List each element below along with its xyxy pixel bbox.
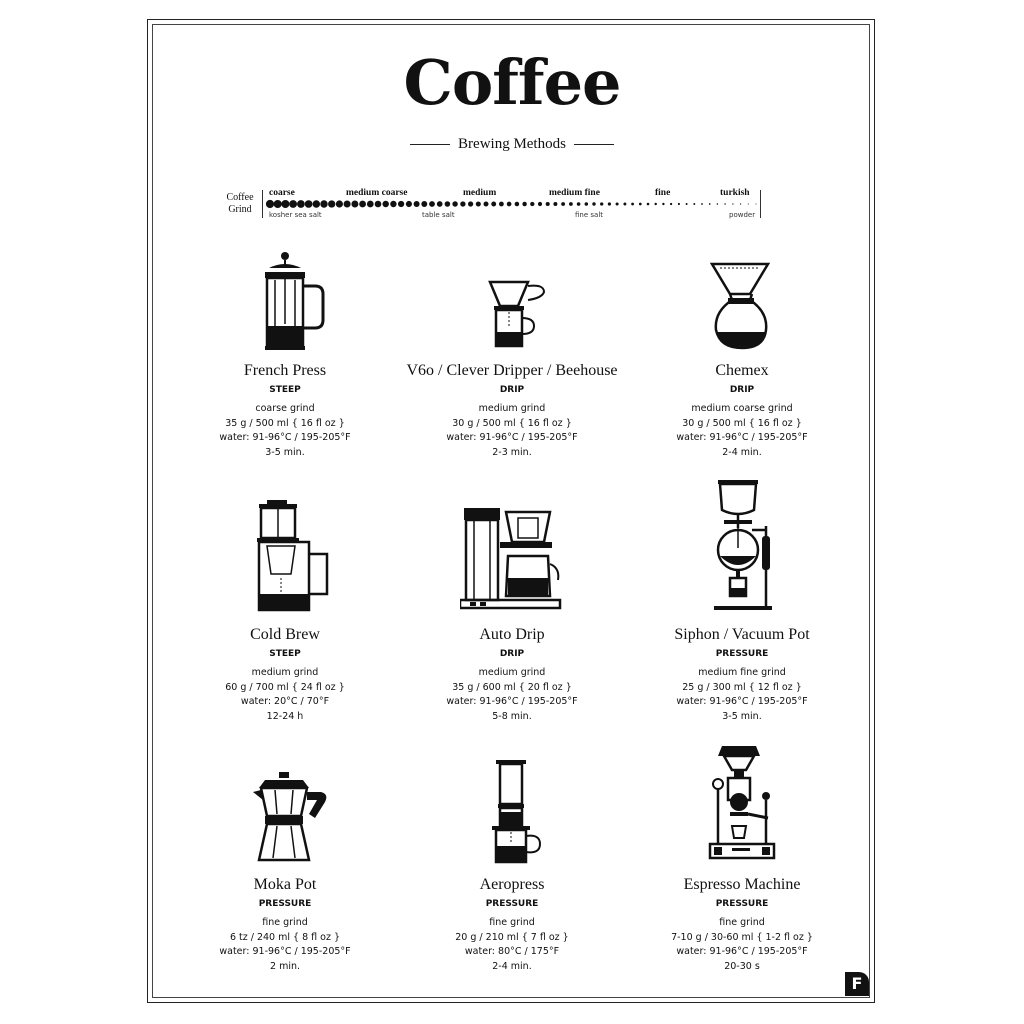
poster-subtitle bbox=[0, 136, 1024, 153]
time-text: 5-8 min. bbox=[492, 710, 532, 722]
water-text: water: 80°C / 175°F bbox=[464, 946, 560, 957]
salt-ref-kosher: kosher sea salt bbox=[269, 211, 322, 219]
grind-dot bbox=[756, 204, 757, 205]
grind-dot bbox=[522, 202, 526, 206]
ratio-text: 6 tz / 240 ml { 8 fl oz } bbox=[229, 931, 341, 943]
grind-dot bbox=[313, 200, 321, 208]
brand-logo: F bbox=[845, 972, 869, 996]
grind-dot bbox=[561, 202, 565, 206]
method-espresso-machine bbox=[612, 750, 872, 980]
water-text: water: 91-96°C / 195-205°F bbox=[676, 946, 808, 957]
time-text: 2-4 min. bbox=[492, 960, 532, 972]
grind-dot bbox=[398, 201, 404, 207]
grind-dot bbox=[499, 202, 504, 207]
grind-scale-label bbox=[222, 192, 258, 216]
grind-dot bbox=[623, 203, 626, 206]
water-text: water: 91-96°C / 195-205°F bbox=[219, 946, 351, 957]
grind-text: fine grind bbox=[262, 917, 308, 928]
method-name: Aeropress bbox=[479, 876, 545, 893]
grind-dot bbox=[608, 202, 611, 205]
grind-dot bbox=[732, 203, 733, 204]
method-details bbox=[155, 666, 415, 724]
grind-level-medium-coarse: medium coarse bbox=[346, 188, 408, 198]
grind-text: medium grind bbox=[478, 667, 546, 678]
grind-dots bbox=[262, 198, 762, 210]
grind-dot bbox=[344, 200, 351, 207]
grind-dot bbox=[670, 203, 672, 205]
grind-dot bbox=[429, 201, 435, 207]
chemex-icon bbox=[710, 260, 774, 354]
time-text: 12-24 h bbox=[266, 710, 304, 722]
method-type: STEEP bbox=[269, 649, 301, 659]
grind-dot bbox=[375, 201, 382, 208]
method-name: Moka Pot bbox=[253, 876, 317, 893]
grind-dot bbox=[569, 202, 573, 206]
method-v60 bbox=[382, 240, 642, 470]
grind-dot bbox=[701, 203, 703, 205]
method-type: PRESSURE bbox=[258, 899, 312, 909]
grind-label-line1: Coffee bbox=[226, 192, 254, 203]
grind-dot bbox=[717, 203, 719, 205]
grind-dot bbox=[631, 203, 634, 206]
grind-dot bbox=[724, 203, 725, 204]
grind-dot bbox=[592, 202, 595, 205]
grind-dot bbox=[437, 201, 443, 207]
grind-dot bbox=[445, 201, 451, 207]
grind-level-coarse: coarse bbox=[269, 188, 295, 198]
french-press-icon bbox=[255, 246, 331, 356]
method-aeropress bbox=[382, 750, 642, 980]
grind-dot bbox=[468, 201, 473, 206]
grind-dot bbox=[678, 203, 680, 205]
espresso-machine-icon bbox=[708, 744, 780, 862]
method-details bbox=[612, 666, 872, 724]
time-text: 3-5 min. bbox=[265, 446, 305, 458]
method-name: Espresso Machine bbox=[683, 876, 801, 893]
grind-dot bbox=[616, 202, 619, 205]
grind-text: fine grind bbox=[719, 917, 765, 928]
grind-dot bbox=[367, 201, 374, 208]
aeropress-icon bbox=[490, 758, 548, 866]
grind-dot bbox=[600, 202, 603, 205]
grind-dot bbox=[748, 203, 749, 204]
salt-ref-table: table salt bbox=[422, 211, 455, 219]
water-text: water: 91-96°C / 195-205°F bbox=[446, 696, 578, 707]
method-chemex bbox=[612, 240, 872, 470]
method-french-press bbox=[155, 240, 415, 470]
water-text: water: 91-96°C / 195-205°F bbox=[219, 432, 351, 443]
grind-label-line2: Grind bbox=[228, 204, 252, 215]
method-name: Chemex bbox=[715, 362, 769, 379]
salt-ref-fine: fine salt bbox=[575, 211, 604, 219]
grind-dot bbox=[320, 200, 327, 207]
method-type: DRIP bbox=[499, 649, 525, 659]
ratio-text: 35 g / 600 ml { 20 fl oz } bbox=[452, 681, 572, 693]
grind-dot bbox=[686, 203, 688, 205]
ratio-text: 30 g / 500 ml { 16 fl oz } bbox=[682, 417, 802, 429]
grind-dot bbox=[740, 203, 741, 204]
grind-dot bbox=[507, 202, 512, 207]
grind-dot bbox=[515, 202, 520, 207]
grind-text: medium grind bbox=[478, 403, 546, 414]
method-details bbox=[155, 402, 415, 460]
grind-dot bbox=[281, 200, 289, 208]
grind-dot bbox=[328, 200, 335, 207]
method-name: V6o / Clever Dripper / Beehouse bbox=[406, 362, 618, 379]
ratio-text: 30 g / 500 ml { 16 fl oz } bbox=[452, 417, 572, 429]
grind-dot bbox=[460, 201, 465, 206]
method-details bbox=[612, 402, 872, 460]
grind-level-fine: fine bbox=[655, 188, 671, 198]
grind-dot bbox=[546, 202, 550, 206]
water-text: water: 91-96°C / 195-205°F bbox=[676, 432, 808, 443]
grind-dot bbox=[577, 202, 581, 206]
ratio-text: 20 g / 210 ml { 7 fl oz } bbox=[455, 931, 569, 943]
method-details bbox=[382, 916, 642, 974]
method-type: PRESSURE bbox=[715, 649, 769, 659]
grind-dot bbox=[336, 200, 343, 207]
method-siphon bbox=[612, 500, 872, 730]
method-details bbox=[155, 916, 415, 974]
cold-brew-icon bbox=[253, 498, 333, 614]
method-name: Siphon / Vacuum Pot bbox=[674, 626, 810, 643]
ratio-text: 60 g / 700 ml { 24 fl oz } bbox=[225, 681, 345, 693]
grind-dot bbox=[639, 203, 642, 206]
grind-text: medium coarse grind bbox=[691, 403, 793, 414]
method-moka-pot bbox=[155, 750, 415, 980]
method-type: DRIP bbox=[729, 385, 755, 395]
method-name: Cold Brew bbox=[250, 626, 320, 643]
method-details bbox=[382, 666, 642, 724]
grind-level-medium: medium bbox=[463, 188, 497, 198]
grind-dot bbox=[390, 201, 396, 207]
grind-dot bbox=[476, 201, 481, 206]
grind-dot bbox=[305, 200, 313, 208]
time-text: 20-30 s bbox=[724, 960, 760, 972]
method-name: Auto Drip bbox=[479, 626, 545, 643]
grind-dot bbox=[693, 203, 695, 205]
grind-dot bbox=[647, 203, 650, 206]
grind-text: medium fine grind bbox=[698, 667, 786, 678]
grind-dot bbox=[351, 201, 358, 208]
method-type: STEEP bbox=[269, 385, 301, 395]
grind-dot bbox=[359, 201, 366, 208]
grind-dot bbox=[553, 202, 557, 206]
method-type: PRESSURE bbox=[485, 899, 539, 909]
method-details bbox=[382, 402, 642, 460]
auto-drip-machine-icon bbox=[460, 504, 564, 614]
water-text: water: 91-96°C / 195-205°F bbox=[446, 432, 578, 443]
time-text: 2-4 min. bbox=[722, 446, 762, 458]
grind-dot bbox=[382, 201, 388, 207]
grind-dot bbox=[530, 202, 534, 206]
pour-over-dripper-icon bbox=[486, 278, 550, 354]
ratio-text: 35 g / 500 ml { 16 fl oz } bbox=[225, 417, 345, 429]
poster-title: Coffee bbox=[403, 46, 621, 119]
method-cold-brew bbox=[155, 500, 415, 730]
grind-dot bbox=[297, 200, 305, 208]
grind-dot bbox=[452, 201, 457, 206]
grind-dot bbox=[491, 202, 496, 207]
method-type: PRESSURE bbox=[715, 899, 769, 909]
salt-ref-powder: powder bbox=[729, 211, 756, 219]
grind-dot bbox=[709, 203, 711, 205]
grind-dot bbox=[289, 200, 297, 208]
time-text: 2 min. bbox=[270, 960, 300, 972]
grind-text: coarse grind bbox=[255, 403, 315, 414]
grind-level-medium-fine: medium fine bbox=[549, 188, 600, 198]
grind-dot bbox=[484, 202, 489, 207]
grind-dot bbox=[406, 201, 412, 207]
grind-scale bbox=[262, 188, 762, 222]
water-text: water: 20°C / 70°F bbox=[240, 696, 330, 707]
grind-dot bbox=[538, 202, 542, 206]
method-auto-drip bbox=[382, 500, 642, 730]
ratio-text: 25 g / 300 ml { 12 fl oz } bbox=[682, 681, 802, 693]
grind-dot bbox=[654, 203, 656, 205]
time-text: 2-3 min. bbox=[492, 446, 532, 458]
grind-dot bbox=[414, 201, 420, 207]
grind-dot bbox=[266, 200, 274, 208]
subtitle-text: Brewing Methods bbox=[458, 136, 566, 152]
grind-dot bbox=[585, 202, 589, 206]
moka-pot-icon bbox=[251, 770, 331, 866]
siphon-icon bbox=[708, 478, 780, 614]
water-text: water: 91-96°C / 195-205°F bbox=[676, 696, 808, 707]
grind-dot bbox=[274, 200, 282, 208]
grind-text: fine grind bbox=[489, 917, 535, 928]
method-details bbox=[612, 916, 872, 974]
method-name: French Press bbox=[243, 362, 327, 379]
ratio-text: 7-10 g / 30-60 ml { 1-2 fl oz } bbox=[671, 931, 813, 943]
grind-dot bbox=[421, 201, 427, 207]
grind-level-turkish: turkish bbox=[720, 188, 750, 198]
grind-text: medium grind bbox=[251, 667, 319, 678]
grind-dot bbox=[662, 203, 664, 205]
method-type: DRIP bbox=[499, 385, 525, 395]
time-text: 3-5 min. bbox=[722, 710, 762, 722]
